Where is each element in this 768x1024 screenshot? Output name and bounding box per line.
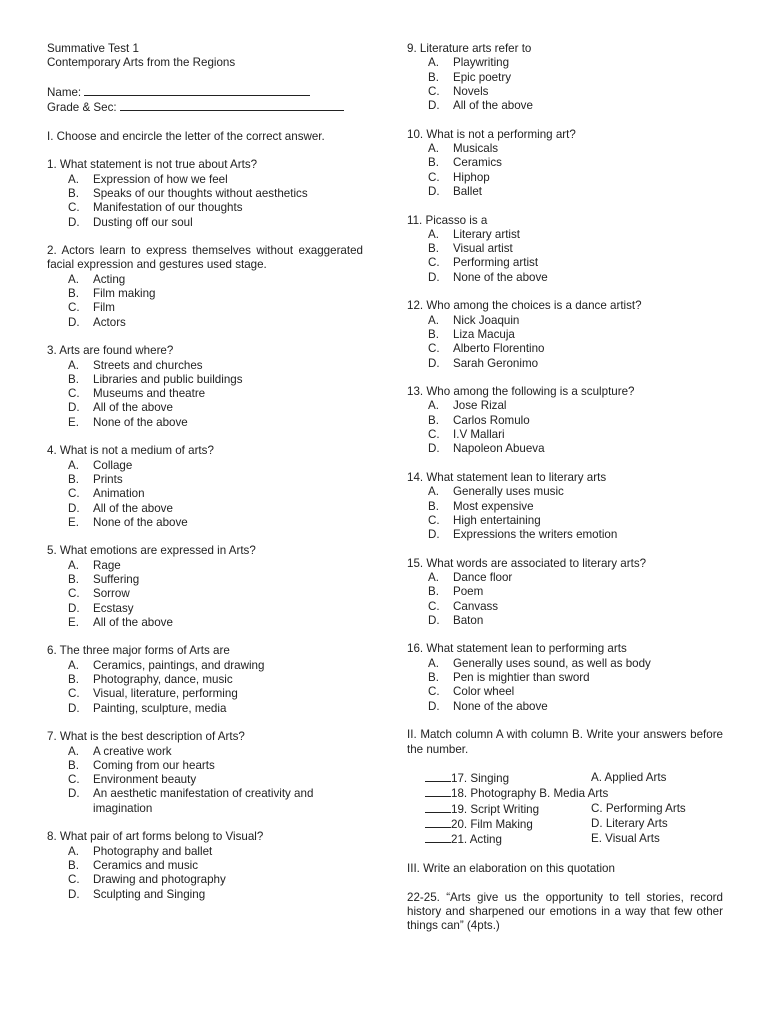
option-text: Coming from our hearts [93, 758, 215, 772]
option-text: Visual, literature, performing [93, 687, 238, 701]
question-text: 15. What words are associated to literary arts? [407, 556, 647, 570]
question-2 [47, 244, 363, 344]
test-title: Summative Test 1 [47, 42, 139, 55]
option-text: Ceramics and music [93, 858, 199, 872]
answer-option[interactable] [407, 685, 723, 699]
option-text: None of the above [93, 415, 188, 429]
answer-option[interactable] [47, 216, 363, 230]
option-text: All of the above [93, 615, 173, 629]
option-letter: B. [428, 327, 439, 341]
option-letter: C. [68, 687, 80, 701]
question-5 [47, 544, 363, 644]
answer-option[interactable] [407, 671, 723, 685]
option-letter: B. [428, 413, 439, 427]
option-letter: D. [428, 356, 440, 370]
answer-option[interactable] [407, 156, 723, 170]
option-letter: A. [428, 485, 439, 499]
option-text: Actors [93, 315, 126, 329]
option-letter: B. [68, 758, 79, 772]
left-column [47, 42, 363, 916]
option-letter: D. [68, 401, 80, 415]
option-letter: B. [68, 673, 79, 687]
question-text: 16. What statement lean to performing arts [407, 642, 627, 656]
option-letter: D. [68, 601, 80, 615]
option-text: Color wheel [453, 685, 515, 699]
question-text: 14. What statement lean to literary arts [407, 470, 607, 484]
option-text: Dance floor [453, 570, 513, 584]
option-letter: A. [68, 172, 79, 186]
answer-option[interactable] [47, 401, 363, 415]
column-a-item [425, 786, 609, 801]
option-letter: C. [428, 685, 440, 699]
answer-option[interactable] [47, 859, 363, 873]
question-14 [407, 471, 723, 557]
answer-option[interactable] [47, 787, 363, 816]
option-text: Museums and theatre [93, 387, 206, 401]
option-text: Performing artist [453, 256, 539, 270]
option-text: Collage [93, 458, 133, 472]
answer-blank[interactable] [425, 817, 451, 828]
option-letter: D. [68, 315, 80, 329]
question-8 [47, 830, 363, 916]
option-letter: D. [428, 528, 440, 542]
option-text: Ceramics, paintings, and drawing [93, 658, 265, 672]
question-12 [407, 299, 723, 385]
answer-option[interactable] [407, 442, 723, 456]
answer-option[interactable] [407, 185, 723, 199]
column-a-item [425, 832, 591, 847]
option-letter: C. [428, 256, 440, 270]
grade-blank[interactable] [120, 100, 344, 111]
option-letter: E. [68, 615, 79, 629]
option-letter: C. [428, 84, 440, 98]
question-15 [407, 557, 723, 643]
option-letter: A. [428, 227, 439, 241]
question-text: 9. Literature arts refer to [407, 42, 532, 55]
option-text: None of the above [453, 699, 548, 713]
answer-option[interactable] [47, 487, 363, 501]
question-text: 2. Actors learn to express themselves without exaggerated facial expression and gestures used stage. [47, 244, 363, 272]
option-text: Film making [93, 287, 156, 301]
option-text: Drawing and photography [93, 873, 226, 887]
matching-row [407, 832, 723, 847]
part1-instruction: I. Choose and encircle the letter of the correct answer. [47, 129, 325, 143]
option-letter: A. [428, 313, 439, 327]
option-text: Epic poetry [453, 70, 511, 84]
option-text: Libraries and public buildings [93, 372, 243, 386]
option-letter: A. [68, 272, 79, 286]
option-text: Nick Joaquin [453, 313, 520, 327]
option-text: Poem [453, 585, 484, 599]
option-text: Literary artist [453, 227, 521, 241]
option-text: Jose Rizal [453, 399, 507, 413]
answer-option[interactable] [407, 242, 723, 256]
option-letter: B. [68, 186, 79, 200]
answer-option[interactable] [47, 459, 363, 473]
option-text: Generally uses sound, as well as body [453, 656, 651, 670]
answer-blank[interactable] [425, 786, 451, 797]
option-text: Sculpting and Singing [93, 887, 206, 901]
option-letter: C. [68, 487, 80, 501]
right-column [407, 42, 723, 933]
option-letter: C. [68, 387, 80, 401]
grade-label: Grade & Sec: [47, 101, 117, 115]
answer-option[interactable] [407, 399, 723, 413]
question-3 [47, 344, 363, 444]
option-letter: C. [68, 873, 80, 887]
answer-option[interactable] [47, 316, 363, 330]
matching-list [407, 771, 723, 847]
matching-row [407, 802, 723, 817]
option-text: Prints [93, 472, 123, 486]
option-letter: D. [68, 215, 80, 229]
answer-option[interactable] [407, 256, 723, 270]
answer-option[interactable] [47, 516, 363, 530]
answer-option[interactable] [47, 702, 363, 716]
option-letter: A. [428, 399, 439, 413]
option-text: Canvass [453, 599, 499, 613]
answer-option[interactable] [47, 687, 363, 701]
option-text: None of the above [93, 515, 188, 529]
column-a-item [425, 771, 591, 786]
column-b-item: D. Literary Arts [591, 817, 668, 831]
answer-option[interactable] [407, 485, 723, 499]
option-letter: D. [428, 99, 440, 113]
column-b-item: C. Performing Arts [591, 801, 686, 815]
column-a-text: 17. Singing [451, 772, 510, 786]
option-text: Photography, dance, music [93, 673, 233, 687]
answer-option[interactable] [407, 328, 723, 342]
option-text: Pen is mightier than sword [453, 671, 590, 685]
option-text: Hiphop [453, 170, 490, 184]
option-letter: D. [428, 442, 440, 456]
option-letter: C. [68, 773, 80, 787]
option-text: Baton [453, 613, 484, 627]
option-letter: A. [428, 570, 439, 584]
option-letter: B. [68, 472, 79, 486]
option-letter: C. [428, 342, 440, 356]
column-a-item [425, 817, 591, 832]
answer-option[interactable] [47, 773, 363, 787]
option-text: Ballet [453, 184, 483, 198]
question-13 [407, 385, 723, 471]
option-letter: E. [68, 515, 79, 529]
column-a-text: 20. Film Making [451, 818, 533, 832]
answer-option[interactable] [47, 187, 363, 201]
answer-option[interactable] [407, 99, 723, 113]
answer-option[interactable] [407, 528, 723, 542]
answer-blank[interactable] [425, 802, 451, 813]
option-text: Ecstasy [93, 601, 134, 615]
question-6 [47, 644, 363, 730]
column-a-item [425, 802, 591, 817]
answer-option[interactable] [407, 85, 723, 99]
option-letter: A. [68, 458, 79, 472]
answer-option[interactable] [47, 559, 363, 573]
left-question-list [47, 158, 363, 916]
answer-option[interactable] [47, 873, 363, 887]
answer-option[interactable] [407, 314, 723, 328]
option-letter: C. [428, 599, 440, 613]
option-text: Acting [93, 272, 126, 286]
column-b-item: A. Applied Arts [591, 771, 667, 785]
question-text: 1. What statement is not true about Arts? [47, 158, 258, 172]
option-text: Liza Macuja [453, 327, 515, 341]
option-text: Sarah Geronimo [453, 356, 539, 370]
option-text: Film [93, 301, 115, 315]
question-text: 10. What is not a performing art? [407, 127, 576, 141]
name-label: Name: [47, 85, 82, 99]
option-letter: B. [428, 671, 439, 685]
answer-option[interactable] [407, 614, 723, 628]
answer-option[interactable] [407, 571, 723, 585]
answer-option[interactable] [47, 759, 363, 773]
question-10 [407, 128, 723, 214]
option-text: Expressions the writers emotion [453, 528, 618, 542]
option-text: All of the above [93, 401, 173, 415]
answer-option[interactable] [47, 659, 363, 673]
answer-option[interactable] [407, 428, 723, 442]
answer-option[interactable] [407, 56, 723, 70]
answer-option[interactable] [407, 71, 723, 85]
question-text: 11. Picasso is a [407, 213, 488, 227]
column-a-text: 21. Acting [451, 833, 502, 847]
option-letter: D. [428, 270, 440, 284]
answer-blank[interactable] [425, 832, 451, 843]
option-text: Photography and ballet [93, 844, 213, 858]
option-letter: C. [428, 428, 440, 442]
option-text: Environment beauty [93, 773, 197, 787]
question-11 [407, 214, 723, 300]
answer-option[interactable] [407, 271, 723, 285]
option-letter: D. [428, 699, 440, 713]
answer-option[interactable] [47, 616, 363, 630]
answer-option[interactable] [407, 585, 723, 599]
question-9 [407, 42, 723, 128]
question-text: 12. Who among the choices is a dance artist? [407, 299, 642, 313]
option-letter: C. [428, 170, 440, 184]
option-text: Playwriting [453, 56, 510, 70]
option-letter: D. [68, 787, 80, 801]
right-question-list [407, 42, 723, 728]
matching-row [407, 817, 723, 832]
answer-option[interactable] [47, 287, 363, 301]
option-text: Alberto Florentino [453, 342, 545, 356]
option-letter: D. [428, 184, 440, 198]
answer-option[interactable] [47, 173, 363, 187]
option-text: Speaks of our thoughts without aesthetics [93, 186, 308, 200]
option-text: Novels [453, 84, 489, 98]
option-letter: A. [68, 358, 79, 372]
answer-blank[interactable] [425, 771, 451, 782]
question-16 [407, 642, 723, 728]
name-blank[interactable] [84, 85, 310, 96]
answer-option[interactable] [407, 700, 723, 714]
option-letter: E. [68, 415, 79, 429]
option-letter: D. [428, 613, 440, 627]
answer-option[interactable] [47, 745, 363, 759]
answer-option[interactable] [47, 473, 363, 487]
answer-option[interactable] [407, 414, 723, 428]
question-text: 8. What pair of art forms belong to Visual? [47, 830, 264, 844]
option-text: Visual artist [453, 242, 513, 256]
option-text: None of the above [453, 270, 548, 284]
column-b-item: E. Visual Arts [591, 832, 660, 846]
answer-option[interactable] [407, 514, 723, 528]
question-text: 3. Arts are found where? [47, 344, 174, 358]
answer-option[interactable] [407, 357, 723, 371]
option-text: All of the above [93, 501, 173, 515]
option-letter: C. [68, 201, 80, 215]
option-letter: D. [68, 501, 80, 515]
option-text: Ceramics [453, 156, 502, 170]
question-text: 4. What is not a medium of arts? [47, 444, 214, 458]
answer-option[interactable] [47, 387, 363, 401]
option-text: Animation [93, 487, 145, 501]
option-letter: D. [68, 887, 80, 901]
question-text: 5. What emotions are expressed in Arts? [47, 544, 256, 558]
answer-option[interactable] [407, 342, 723, 356]
option-text: I.V Mallari [453, 428, 505, 442]
option-text: Generally uses music [453, 485, 564, 499]
option-text: Rage [93, 558, 121, 572]
option-text: Streets and churches [93, 358, 203, 372]
matching-row [407, 786, 723, 801]
column-a-text: 19. Script Writing [451, 802, 540, 816]
option-text: A creative work [93, 744, 172, 758]
answer-option[interactable] [47, 359, 363, 373]
question-4 [47, 444, 363, 544]
option-text: Carlos Romulo [453, 413, 530, 427]
option-letter: D. [68, 701, 80, 715]
answer-option[interactable] [407, 600, 723, 614]
option-letter: A. [68, 558, 79, 572]
answer-option[interactable] [407, 500, 723, 514]
option-text: All of the above [453, 99, 533, 113]
option-letter: B. [428, 156, 439, 170]
column-a-text: 18. Photography B. Media Arts [451, 787, 609, 801]
option-letter: A. [68, 658, 79, 672]
answer-option[interactable] [47, 301, 363, 315]
answer-option[interactable] [407, 228, 723, 242]
option-letter: B. [428, 242, 439, 256]
option-letter: B. [428, 585, 439, 599]
option-letter: C. [428, 513, 440, 527]
option-text: Painting, sculpture, media [93, 701, 227, 715]
quotation: 22-25. “Arts give us the opportunity to tell stories, record history and sharpened our emotions in a way that few other things can” (4pts.) [407, 890, 723, 933]
option-letter: A. [68, 744, 79, 758]
option-letter: B. [68, 372, 79, 386]
question-text: 7. What is the best description of Arts? [47, 730, 245, 744]
option-text: Suffering [93, 572, 140, 586]
option-text: An aesthetic manifestation of creativity and imagination [93, 787, 314, 815]
answer-option[interactable] [47, 888, 363, 902]
name-line [47, 85, 363, 100]
question-1 [47, 158, 363, 244]
answer-option[interactable] [47, 502, 363, 516]
answer-option[interactable] [47, 273, 363, 287]
option-letter: B. [428, 499, 439, 513]
option-text: Most expensive [453, 499, 534, 513]
option-letter: B. [68, 287, 79, 301]
answer-option[interactable] [47, 201, 363, 215]
option-letter: A. [68, 844, 79, 858]
option-text: Manifestation of our thoughts [93, 201, 243, 215]
answer-option[interactable] [47, 416, 363, 430]
grade-line [47, 100, 363, 115]
answer-option[interactable] [47, 587, 363, 601]
part2-instruction: II. Match column A with column B. Write your answers before the number. [407, 728, 723, 756]
answer-option[interactable] [407, 142, 723, 156]
option-letter: A. [428, 656, 439, 670]
option-letter: B. [428, 70, 439, 84]
matching-row [407, 771, 723, 786]
option-text: Dusting off our soul [93, 215, 193, 229]
answer-option[interactable] [47, 845, 363, 859]
question-text: 13. Who among the following is a sculpture? [407, 385, 635, 399]
option-text: Expression of how we feel [93, 172, 228, 186]
answer-option[interactable] [47, 673, 363, 687]
answer-option[interactable] [47, 602, 363, 616]
option-letter: C. [68, 301, 80, 315]
option-letter: B. [68, 858, 79, 872]
option-text: High entertaining [453, 513, 541, 527]
option-letter: B. [68, 572, 79, 586]
answer-option[interactable] [47, 373, 363, 387]
part3-instruction: III. Write an elaboration on this quotation [407, 861, 615, 875]
answer-option[interactable] [407, 657, 723, 671]
question-text: 6. The three major forms of Arts are [47, 644, 230, 658]
question-7 [47, 730, 363, 830]
option-letter: A. [428, 56, 439, 70]
option-letter: C. [68, 587, 80, 601]
test-subtitle: Contemporary Arts from the Regions [47, 56, 236, 70]
option-text: Napoleon Abueva [453, 442, 545, 456]
option-letter: A. [428, 142, 439, 156]
option-text: Musicals [453, 142, 499, 156]
answer-option[interactable] [47, 573, 363, 587]
option-text: Sorrow [93, 587, 130, 601]
answer-option[interactable] [407, 171, 723, 185]
